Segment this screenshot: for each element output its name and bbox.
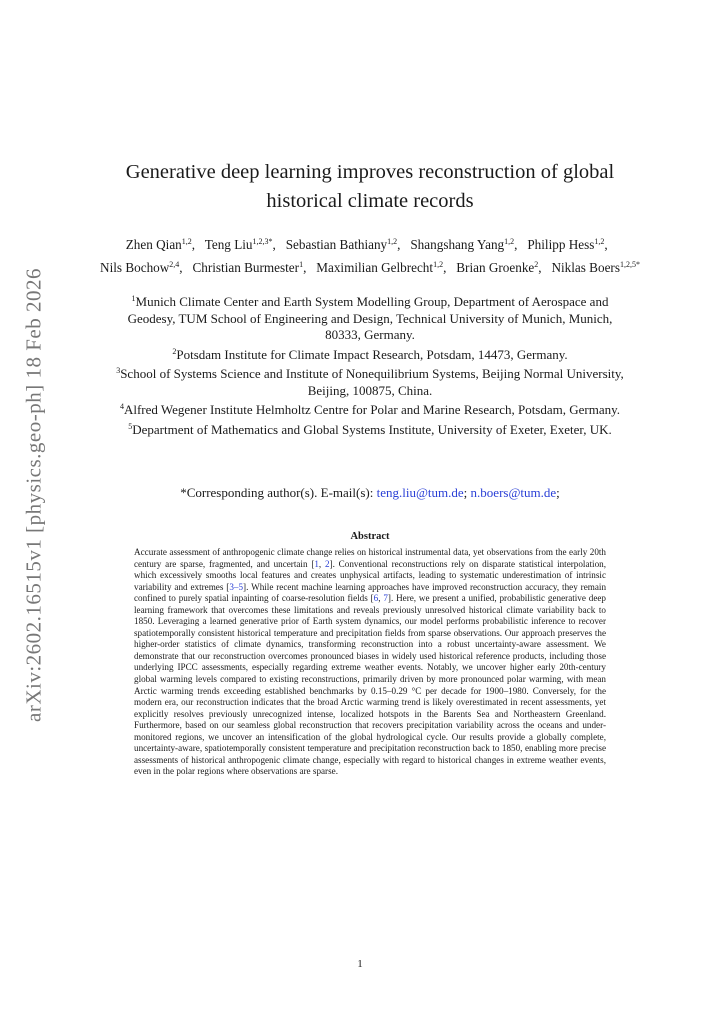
citation-link[interactable]: 6 — [373, 593, 379, 604]
corresponding-author — [100, 485, 640, 501]
author-name: Niklas Boers$^{1,2,5*}$ — [551, 259, 640, 275]
citation-link[interactable]: 1 — [314, 558, 319, 569]
citation-link[interactable]: 7 — [383, 593, 388, 604]
citation-link[interactable]: 3–5 — [229, 581, 244, 592]
author-affiliation-marker: 1,2 — [181, 237, 192, 246]
author-name: Brian Groenke$^2$, — [456, 259, 542, 275]
corresponding-prefix: *Corresponding author(s). E-mail(s): — [180, 485, 377, 500]
citation-link[interactable]: 2 — [325, 558, 330, 569]
abstract-body — [134, 547, 606, 778]
author-affiliation-marker: 1,2,5* — [619, 259, 640, 269]
author-name: Christian Burmester$^1$, — [192, 259, 307, 275]
abstract-text: , — [378, 593, 384, 604]
author-name: Philipp Hess$^{1,2}$, — [527, 237, 608, 252]
corresponding-suffix: ; — [556, 485, 560, 500]
author-affiliation-marker: 1,2,3* — [252, 237, 273, 246]
arxiv-identifier: arXiv:2602.16515v1 [physics.geo-ph] 18 Feb 2026 — [21, 268, 46, 722]
paper-title: Generative deep learning improves reconstruction of global historical climate records — [125, 161, 615, 212]
author-affiliation-marker: 1,2 — [504, 237, 515, 246]
abstract-text: , — [318, 558, 325, 569]
affiliation-list — [110, 291, 630, 438]
email-separator: ; — [463, 485, 471, 500]
author-name: Sebastian Bathiany$^{1,2}$, — [285, 237, 401, 252]
author-affiliation-marker: 1,2 — [433, 259, 444, 269]
author-name: Shangshang Yang$^{1,2}$, — [410, 237, 518, 252]
abstract-text: ]. Here, we present a unified, probabilistic generative deep learning framework that overcomes these limitations and reveals previously unresolved historical climate variability back to 1850. Leveraging a learned generative prior of Earth system dynamics, our model performs probabilistic inference to recover spatiotemporally consistent historical temperature and precipitation fields from sparse observations. Our approach preserves the higher-order statistics of climate dynamics, transforming reconstruction into a robust uncertainty-aware assessment. We demonstrate that our reconstruction overcomes pronounced biases in widely used historical reference products, including those underlying IPCC assessments, especially regarding extreme weather events. Notably, we uncover higher early 20th-century global warming levels compared to existing reconstructions, primarily driven by more pronounced polar warming, with mean Arctic warming trends exceeding established benchmarks by 0.15–0.29 °C per decade for 1900–1980. Conversely, for the modern era, our reconstruction indicates that the broad Arctic warming trend is likely overestimated in recent assessments, yet explicitly resolves previously unrecognized intense, localized hotspots in the Barents Sea and Northeastern Greenland. Furthermore, based on our seamless global reconstruction that recovers precipitation variability across the oceans and under-monitored regions, we uncover an intensification of the global hydrological cycle. Our results provide a globally complete, uncertainty-aware, spatiotemporally consistent temperature and precipitation reconstruction back to 1850, enabling more precise assessments of historical anthropogenic climate change, especially with regard to historical changes in extreme weather events, even in the polar regions where observations are sparse. — [134, 593, 606, 777]
affiliation-2: $^2$Potsdam Institute for Climate Impact Research, Potsdam, 14473, Germany. — [172, 346, 568, 362]
affiliation-4: $^4$Alfred Wegener Institute Helmholtz Centre for Polar and Marine Research, Potsdam, Germany. — [119, 402, 621, 417]
author-list — [100, 232, 640, 277]
author-affiliation-marker: 1,2 — [387, 237, 398, 246]
author-affiliation-marker: 1 — [299, 259, 304, 269]
author-affiliation-marker: 2,4 — [169, 259, 180, 269]
page-number: 1 — [357, 958, 363, 970]
affiliation-5: $^5$Department of Mathematics and Global Systems Institute, University of Exeter, Exeter, UK. — [128, 421, 612, 437]
affiliation-3: $^3$School of Systems Science and Institute of Nonequilibrium Systems, Beijing Normal University, Beijing, 100875, China. — [116, 366, 624, 398]
arxiv-sidebar — [14, 250, 54, 740]
author-affiliation-marker: 2 — [534, 259, 539, 269]
author-name: Nils Bochow$^{2,4}$, — [100, 259, 183, 275]
abstract-text: ]. Conventional reconstructions rely on disparate statistical interpolation, which excessively smooths local features and creates unphysical artifacts, leading to systematic underestimation of intrinsic variability and extremes [ — [134, 558, 606, 592]
author-affiliation-marker: 1,2 — [594, 237, 605, 246]
email-link-liu[interactable]: teng.liu@tum.de — [376, 485, 464, 500]
author-name: Maximilian Gelbrecht$^{1,2}$, — [316, 259, 447, 275]
abstract-heading: Abstract — [350, 531, 390, 542]
abstract-text: ]. While recent machine learning approaches have improved reconstruction accuracy, they remain confined to purely spatial inpainting of coarse-resolution fields [ — [134, 581, 607, 604]
author-name: Zhen Qian$^{1,2}$, — [125, 237, 196, 252]
email-link-boers[interactable]: n.boers@tum.de — [470, 485, 557, 500]
abstract-text: Accurate assessment of anthropogenic climate change relies on historical instrumental data, yet observations from the early 20th century are sparse, fragmented, and uncertain [ — [134, 547, 606, 569]
affiliation-1: $^1$Munich Climate Center and Earth System Modelling Group, Department of Aerospace and Geodesy, TUM School of Engineering and Design, Technical University of Munich, Munich, 80333, Germany. — [127, 294, 613, 342]
author-name: Teng Liu$^{1,2,3*}$, — [204, 237, 276, 252]
